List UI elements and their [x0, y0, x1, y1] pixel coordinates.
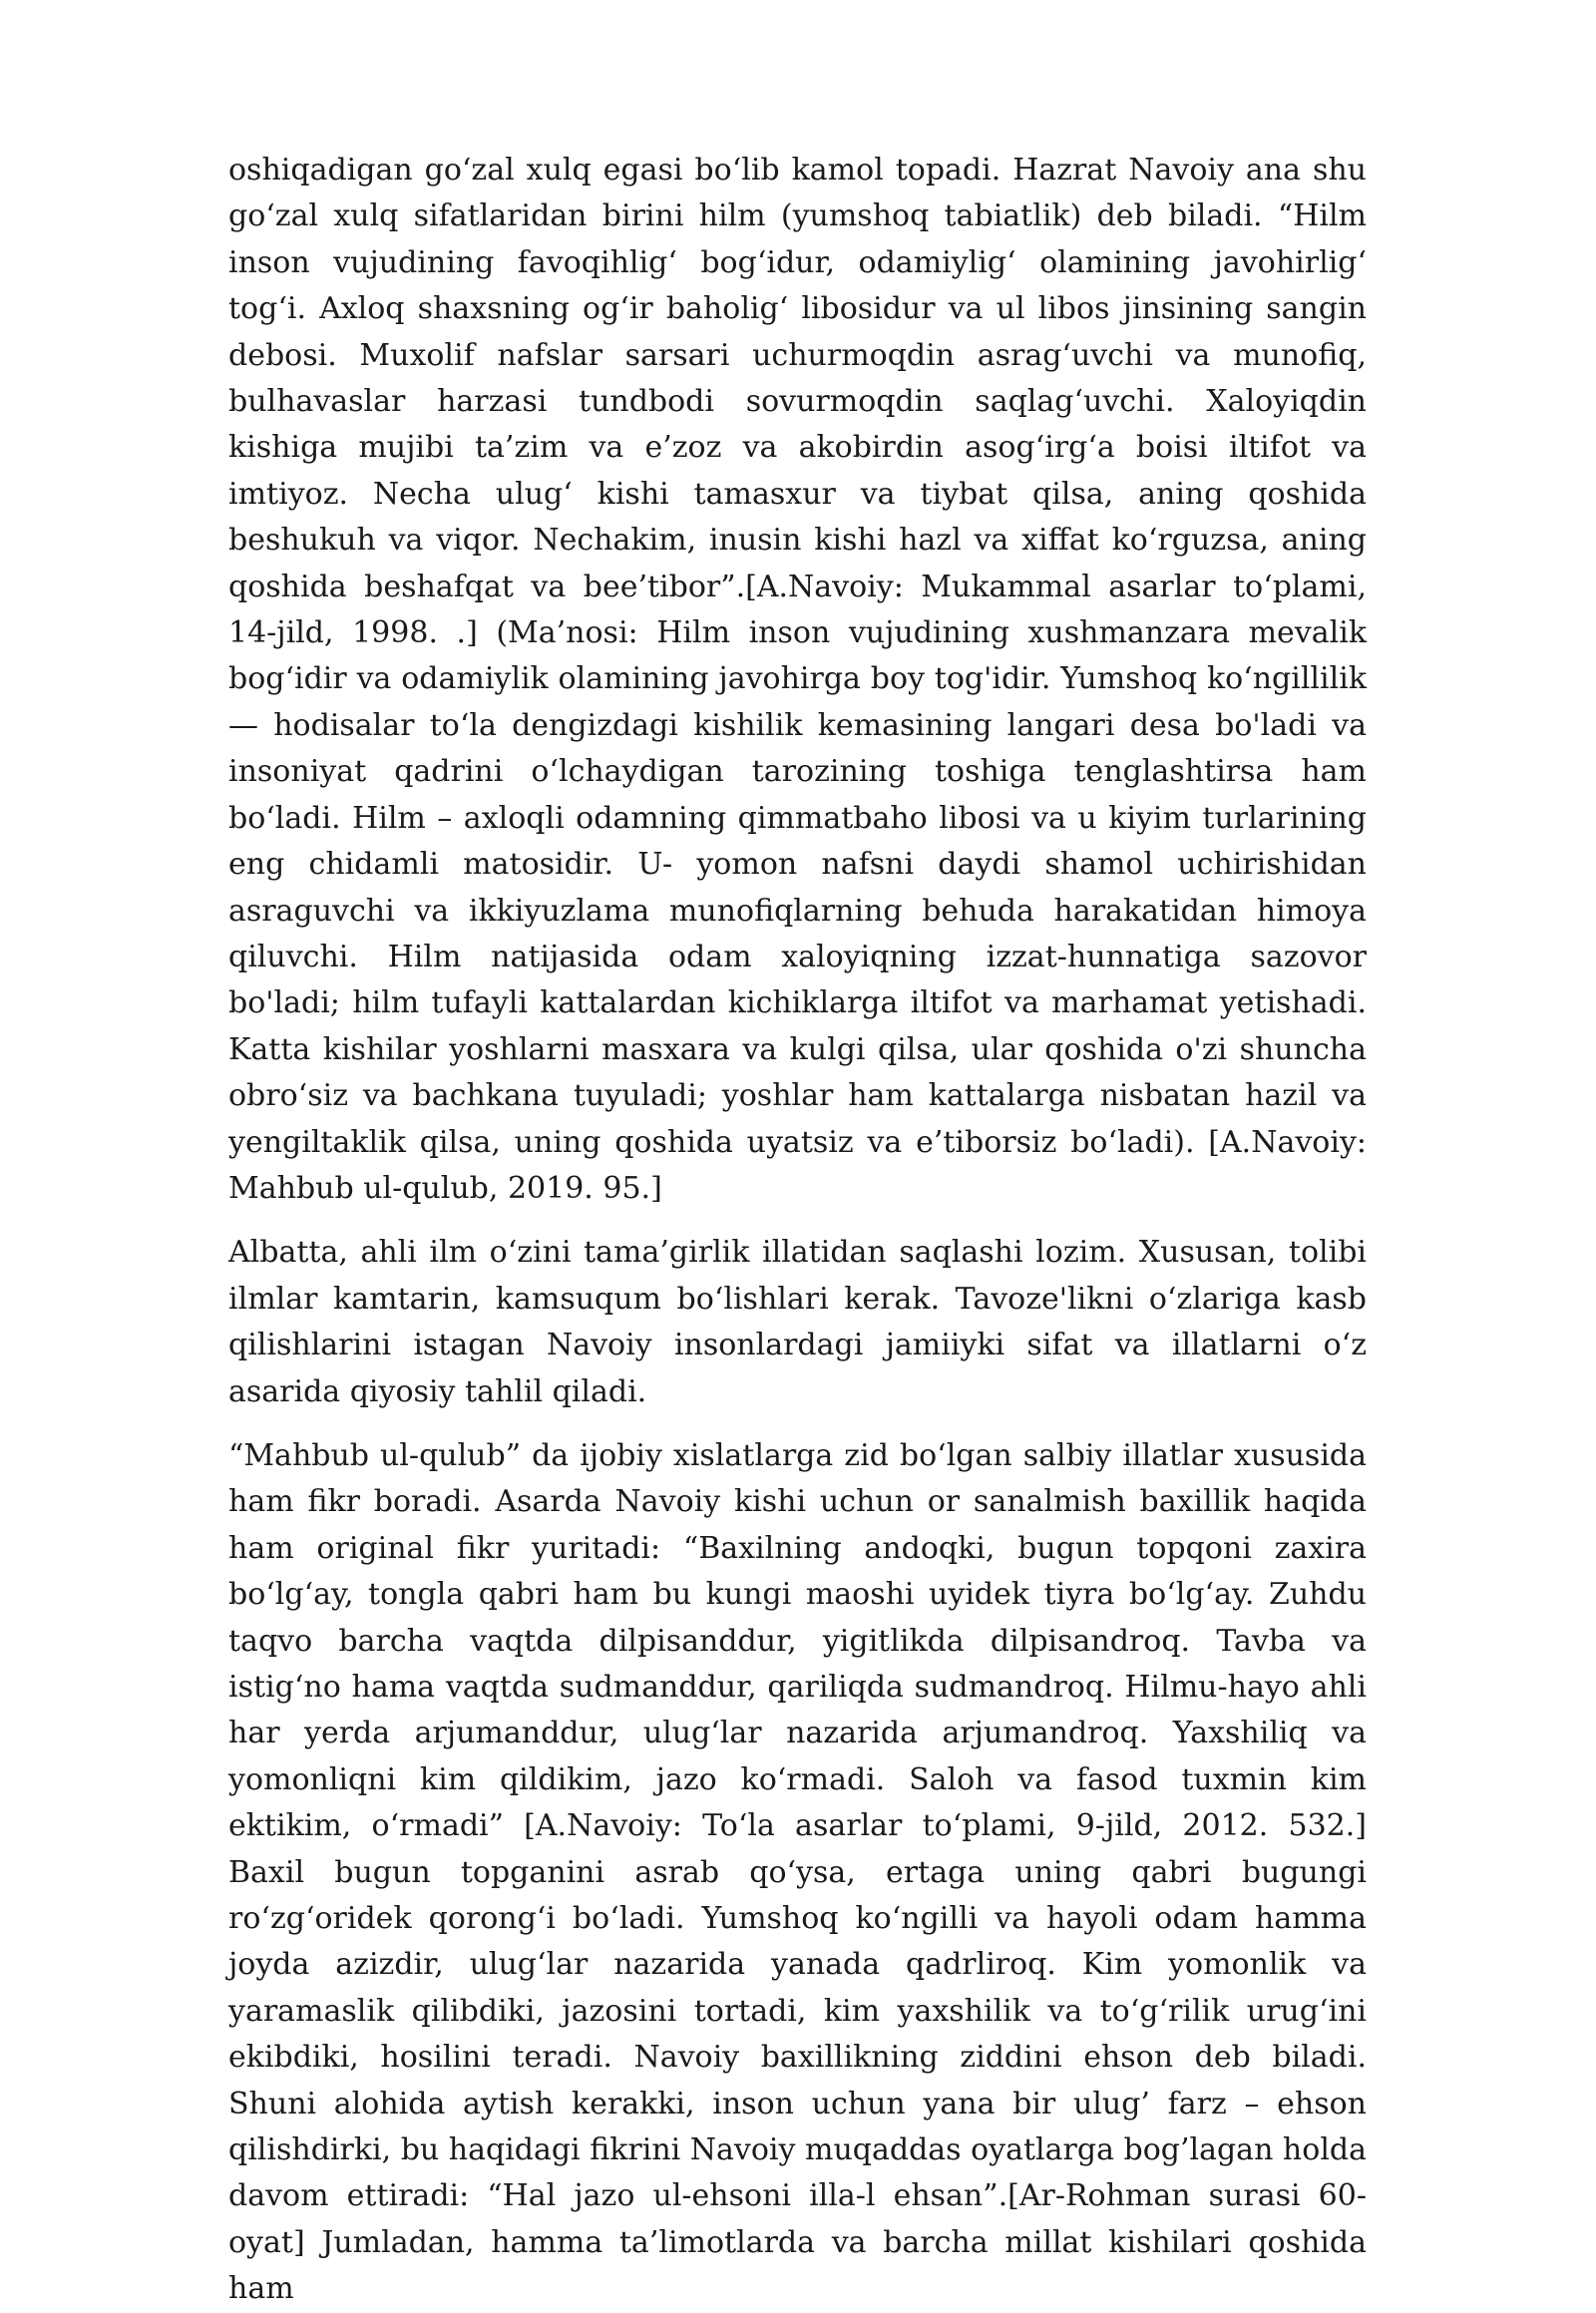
- paragraph-baxillik: “Mahbub ul-qulub” da ijobiy xislatlarga zid bo‘lgan salbiy illatlar xususida ham fikr boradi. Asarda Navoiy kishi uchun or sanalmish baxillik haqida ham original fikr yuritadi: “Baxilning andoqki, bugun topqoni zaxira bo‘lg‘ay, tongla qabri ham bu kungi maoshi uyidek tiyra bo‘lg‘ay. Zuhdu taqvo barcha vaqtda dilpisanddur, yigitlikda dilpisandroq. Tavba va istig‘no hama vaqtda sudmanddur, qariliqda sudmandroq. Hilmu-hayo ahli har yerda arjumanddur, ulug‘lar nazarida arjumandroq. Yaxshiliq va yomonliqni kim qildikim, jazo ko‘rmadi. Saloh va fasod tuxmin kim ektikim, o‘rmadi” [A.Navoiy: To‘la asarlar to‘plami, 9-jild, 2012. 532.] Baxil bugun topganini asrab qo‘ysa, ertaga uning qabri bugungi ro‘zg‘oridek qorong‘i bo‘ladi. Yumshoq ko‘ngilli va hayoli odam hamma joyda azizdir, ulug‘lar nazarida yanada qadrliroq. Kim yomonlik va yaramaslik qilibdiki, jazosini tortadi, kim yaxshilik va to‘g‘rilik urug‘ini ekibdiki, hosilini teradi. Navoiy baxillikning ziddini ehson deb biladi. Shuni alohida aytish kerakki, inson uchun yana bir ulug’ farz – ehson qilishdirki, bu haqidagi fikrini Navoiy muqaddas oyatlarga bog’lagan holda davom ettiradi: “Hal jazo ul-ehsoni illa-l ehsan”.[Ar-Rohman surasi 60-oyat] Jumladan, hamma ta’limotlarda va barcha millat kishilari qoshida ham: [228, 1437, 1367, 2307]
- document-page: [228, 148, 1367, 2313]
- paragraph-tama-girlik: Albatta, ahli ilm o‘zini tama’girlik illatidan saqlashi lozim. Xususan, tolibi ilmlar kamtarin, kamsuqum bo‘lishlari kerak. Tavoze'likni o‘zlariga kasb qilishlarini istagan Navoiy insonlardagi jamiiyki sifat va illatlarni o‘z asarida qiyosiy tahlil qiladi.: [228, 1235, 1367, 1409]
- paragraph-hilm-quote: oshiqadigan go‘zal xulq egasi bo‘lib kamol topadi. Hazrat Navoiy ana shu go‘zal xulq sifatlaridan birini hilm (yumshoq tabiatlik) deb biladi. “Hilm inson vujudining favoqihlig‘ bog‘idur, odamiylig‘ olamining javohirlig‘ tog‘i. Axloq shaxsning og‘ir baholig‘ libosidur va ul libos jinsining sangin debosi. Muxolif nafslar sarsari uchurmoqdin asrag‘uvchi va munofiq, bulhavaslar harzasi tundbodi sovurmoqdin saqlag‘uvchi. Xaloyiqdin kishiga mujibi ta’zim va e’zoz va akobirdin asog‘irg‘a boisi iltifot va imtiyoz. Necha ulug‘ kishi tamasxur va tiybat qilsa, aning qoshida beshukuh va viqor. Nechakim, inusin kishi hazl va xiffat ko‘rguzsa, aning qoshida beshafqat va bee’tibor”.[A.Navoiy: Mukammal asarlar to‘plami, 14-jild, 1998. .] (Ma’nosi: Hilm inson vujudining xushmanzara mevalik bog‘idir va odamiylik olamining javohirga boy tog'idir. Yumshoq ko‘ngillilik — hodisalar to‘la dengizdagi kishilik kemasining langari desa bo'ladi va insoniyat qadrini o‘lchaydigan tarozining toshiga tenglashtirsa ham bo‘ladi. Hilm – axloqli odamning qimmatbaho libosi va u kiyim turlarining eng chidamli matosidir. U- yomon nafsni daydi shamol uchirishidan asraguvchi va ikkiyuzlama munofiqlarning behuda harakatidan himoya qiluvchi. Hilm natijasida odam xaloyiqning izzat-hunnatiga sazovor bo'ladi; hilm tufayli kattalardan kichiklarga iltifot va marhamat yetishadi. Katta kishilar yoshlarni masxara va kulgi qilsa, ular qoshida o'zi shuncha obro‘siz va bachkana tuyuladi; yoshlar ham kattalarga nisbatan hazil va yengiltaklik qilsa, uning qoshida uyatsiz va e’tiborsiz bo‘ladi). [A.Navoiy: Mahbub ul-qulub, 2019. 95.]: [228, 153, 1367, 1206]
